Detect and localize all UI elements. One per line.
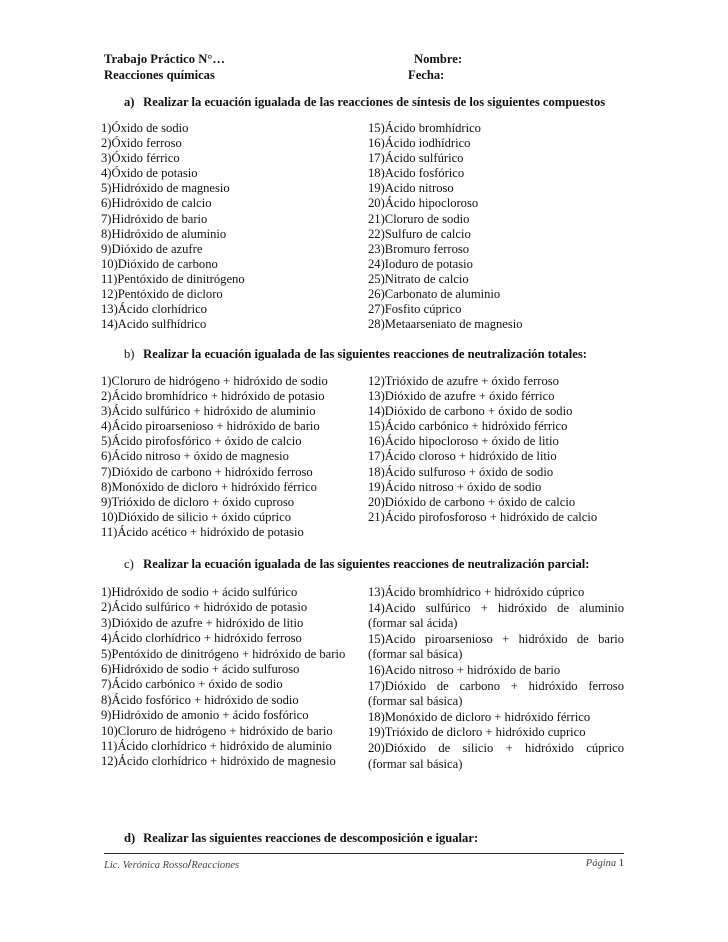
list-item: 15)Acido piroarsenioso + hidróxido de bario (368, 631, 624, 646)
page-number (586, 857, 624, 871)
section-c-text: Realizar la ecuación igualada de las siguientes reacciones de neutralización parcial: (143, 557, 590, 571)
list-item: 19)Ácido nitroso + óxido de sodio (368, 479, 542, 494)
list-item: 26)Carbonato de aluminio (368, 287, 501, 302)
list-item: 18)Ácido sulfuroso + óxido de sodio (368, 464, 554, 479)
list-item: (formar sal básica) (368, 694, 463, 709)
footer-author: Lic. Verónica Rosso (104, 860, 188, 871)
section-d-title (104, 830, 628, 846)
list-item: 12)Pentóxido de dicloro (101, 287, 223, 302)
list-item: 2)Ácido sulfúrico + hidróxido de potasio (101, 600, 308, 615)
section-c-right-list (368, 585, 624, 772)
section-b-text: Realizar la ecuación igualada de las siguientes reacciones de neutralización totales: (143, 347, 587, 361)
section-a-text: Realizar la ecuación igualada de las reacciones de síntesis de los siguientes compuestos (143, 95, 606, 109)
list-item: 17)Ácido cloroso + hidróxido de litio (368, 449, 557, 464)
list-item: 2)Ácido bromhídrico + hidróxido de potasio (101, 389, 325, 404)
list-item: 16)Acido nitroso + hidróxido de bario (368, 662, 561, 677)
list-item: 24)Ioduro de potasio (368, 256, 473, 271)
list-item: 7)Dióxido de carbono + hidróxido ferroso (101, 464, 313, 479)
list-item: (formar sal básica) (368, 756, 463, 771)
page-label: Página (585, 858, 617, 869)
list-item: 18)Acido fosfórico (368, 166, 465, 181)
list-item: 9)Dióxido de azufre (101, 241, 203, 256)
list-item: (formar sal ácida) (368, 616, 458, 631)
list-item: 6)Hidróxido de sodio + ácido sulfuroso (101, 662, 300, 677)
list-item: 17)Dióxido de carbono + hidróxido ferroso (368, 678, 624, 693)
list-item: 14)Dióxido de carbono + óxido de sodio (368, 404, 573, 419)
section-a-right-list (368, 121, 523, 332)
list-item: 13)Ácido bromhídrico + hidróxido cúprico (368, 585, 585, 599)
list-item: 21)Cloruro de sodio (368, 211, 470, 226)
list-item: 10)Cloruro de hidrógeno + hidróxido de bario (101, 723, 333, 738)
list-item: 19)Acido nitroso (368, 181, 454, 196)
list-item: 16)Ácido hipocloroso + óxido de litio (368, 434, 559, 449)
list-item: 21)Ácido pirofosforoso + hidróxido de calcio (368, 509, 598, 524)
list-item: 3)Dióxido de azufre + hidróxido de litio (101, 615, 304, 630)
list-item: 13)Ácido clorhídrico (101, 302, 207, 317)
list-item: 5)Hidróxido de magnesio (101, 181, 230, 196)
list-item: 8)Ácido fosfórico + hidróxido de sodio (101, 692, 299, 707)
section-c-title (104, 556, 628, 572)
list-item: 1)Óxido de sodio (101, 121, 189, 135)
list-item: 9)Trióxido de dicloro + óxido cuproso (101, 494, 295, 509)
list-item: 12)Trióxido de azufre + óxido ferroso (368, 374, 559, 388)
list-item: 15)Ácido bromhídrico (368, 121, 481, 135)
list-item: 14)Acido sulfhídrico (101, 317, 207, 332)
assignment-subtitle: Reacciones químicas (104, 68, 215, 82)
section-b-left-list (101, 374, 328, 540)
list-item: 20)Dióxido de carbono + óxido de calcio (368, 494, 576, 509)
list-item: 1)Cloruro de hidrógeno + hidróxido de sodio (101, 374, 328, 388)
section-a-title (104, 94, 628, 110)
list-item: 17)Ácido sulfúrico (368, 151, 464, 166)
section-a-left-list (101, 121, 245, 332)
list-item: 3)Óxido férrico (101, 151, 180, 166)
list-item: 20)Ácido hipocloroso (368, 196, 479, 211)
list-item: 11)Ácido acético + hidróxido de potasio (101, 524, 304, 539)
list-item: 1)Hidróxido de sodio + ácido sulfúrico (101, 585, 298, 599)
assignment-title: Trabajo Práctico N°… (104, 52, 225, 66)
list-item: 15)Ácido carbónico + hidróxido férrico (368, 419, 568, 434)
section-a-letter: a) (124, 95, 135, 109)
list-item: 18)Monóxido de dicloro + hidróxido férrico (368, 709, 591, 724)
list-item: 14)Acido sulfúrico + hidróxido de aluminio (368, 600, 624, 615)
name-field-label: Nombre: (414, 52, 463, 66)
footer-topic: Reacciones (191, 860, 240, 871)
list-item: 5)Pentóxido de dinitrógeno + hidróxido de bario (101, 646, 346, 661)
list-item: 23)Bromuro ferroso (368, 241, 470, 256)
footer-separator: / (187, 856, 192, 871)
list-item: 27)Fosfito cúprico (368, 302, 462, 317)
list-item: 2)Óxido ferroso (101, 136, 182, 151)
section-d-letter: d) (124, 831, 136, 845)
list-item: 16)Ácido iodhídrico (368, 136, 471, 151)
date-field-label: Fecha: (408, 68, 445, 82)
page-number-value: 1 (618, 858, 624, 869)
list-item: 8)Monóxido de dicloro + hidróxido férrico (101, 479, 317, 494)
section-b-letter: b) (124, 347, 135, 361)
list-item: 6)Hidróxido de calcio (101, 196, 212, 211)
list-item: 11)Ácido clorhídrico + hidróxido de aluminio (101, 739, 332, 754)
section-c-letter: c) (124, 557, 134, 571)
list-item: 9)Hidróxido de amonio + ácido fosfórico (101, 708, 309, 723)
list-item: 22)Sulfuro de calcio (368, 226, 471, 241)
list-item: 8)Hidróxido de aluminio (101, 226, 227, 241)
page-footer (104, 853, 624, 873)
list-item: 4)Ácido clorhídrico + hidróxido ferroso (101, 631, 302, 646)
list-item: 4)Óxido de potasio (101, 166, 198, 181)
section-b-right-list (368, 374, 597, 525)
header-left (104, 51, 225, 83)
list-item: 4)Ácido piroarsenioso + hidróxido de bario (101, 419, 320, 434)
list-item: 3)Ácido sulfúrico + hidróxido de aluminio (101, 404, 316, 419)
list-item: (formar sal básica) (368, 647, 463, 662)
list-item: 11)Pentóxido de dinitrógeno (101, 271, 245, 286)
list-item: 25)Nitrato de calcio (368, 271, 469, 286)
list-item: 12)Ácido clorhídrico + hidróxido de magnesio (101, 754, 336, 769)
list-item: 10)Dióxido de silicio + óxido cúprico (101, 509, 292, 524)
section-c-left-list (101, 585, 345, 770)
section-b-title (104, 346, 628, 362)
list-item: 10)Dióxido de carbono (101, 256, 218, 271)
header-right (408, 51, 462, 83)
list-item: 7)Ácido carbónico + óxido de sodio (101, 677, 283, 692)
list-item: 6)Ácido nitroso + óxido de magnesio (101, 449, 289, 464)
list-item: 7)Hidróxido de bario (101, 211, 208, 226)
list-item: 19)Trióxido de dicloro + hidróxido cuprico (368, 725, 586, 740)
list-item: 20)Dióxido de silicio + hidróxido cúprico (368, 740, 624, 755)
list-item: 5)Ácido pirofosfórico + óxido de calcio (101, 434, 302, 449)
list-item: 28)Metaarseniato de magnesio (368, 317, 523, 332)
list-item: 13)Dióxido de azufre + óxido férrico (368, 389, 555, 404)
section-d-text: Realizar las siguientes reacciones de descomposición e igualar: (143, 831, 479, 845)
